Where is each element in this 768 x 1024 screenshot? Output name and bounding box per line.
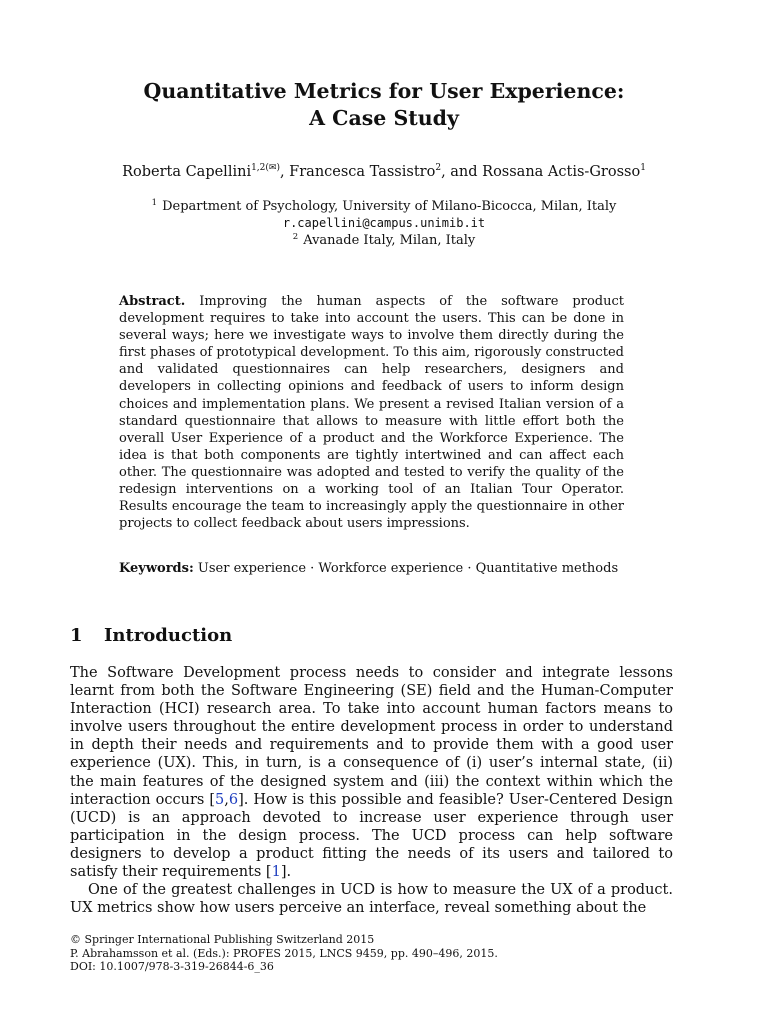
- keywords: [119, 560, 624, 577]
- author-email: r.capellini@campus.unimib.it: [282, 216, 486, 230]
- affiliation-1: [0, 198, 768, 215]
- paper-title: [0, 78, 768, 132]
- abstract-label: Abstract.: [119, 294, 186, 309]
- title-line-1: Quantitative Metrics for User Experience:: [143, 79, 625, 103]
- footer-doi: DOI: 10.1007/978-3-319-26844-6_36: [70, 960, 274, 973]
- section-body: [70, 664, 673, 917]
- paragraph-1-part-c: ].: [280, 864, 292, 881]
- author-3-name: , and Rossana Actis-Grosso: [441, 164, 641, 180]
- affiliation-1-number: 1: [151, 198, 158, 208]
- copyright-footer: [70, 933, 498, 974]
- citation-link-5[interactable]: 5: [214, 791, 225, 808]
- author-1-name: Roberta Capellini: [122, 164, 252, 180]
- paragraph-2: One of the greatest challenges in UCD is how to measure the UX of a product. UX metrics show how users perceive an interface, reveal something about the: [70, 882, 673, 917]
- keywords-text: User experience · Workforce experience · Quantitative methods: [197, 561, 619, 576]
- paragraph-1-part-b: ]. How is this possible and feasible? User-Centered Design (UCD) is an approach devoted to increase user experience through user participation in the design process. The UCD process can help software designers to develop a product fitting the needs of its users and tailored to satisfy their requirements [: [70, 791, 673, 881]
- author-2-name: , Francesca Tassistro: [279, 164, 436, 180]
- footer-copyright: © Springer International Publishing Switzerland 2015: [70, 933, 375, 946]
- abstract-text: Improving the human aspects of the software product development requires to take into account the users. This can be done in several ways; here we investigate ways to involve them directly during the first phases of prototypical development. To this aim, rigorously constructed and validated questionnaires can help researchers, designers and developers in collecting opinions and feedback of users to inform design choices and implementation plans. We present a revised Italian version of a standard questionnaire that allows to measure with little effort both the overall User Experience of a product and the Workforce Experience. The idea is that both components are tightly intertwined and can affect each other. The questionnaire was adopted and tested to verify the quality of the redesign interventions on a working tool of an Italian Tour Operator. Results encourage the team to increasingly apply the questionnaire in other projects to collect feedback about users impressions.: [119, 294, 624, 532]
- abstract: [119, 293, 624, 532]
- paragraph-1-part-a: The Software Development process needs to consider and integrate lessons learnt from both the Software Engineering (SE) field and the Human-Computer Interaction (HCI) research area. To take into account human factors means to involve users throughout the entire development process in order to understand in depth their needs and requirements and to provide them with a good user experience (UX). This, in turn, is a consequence of (i) user’s internal state, (ii) the main features of the designed system and (iii) the context within which the interaction occurs [: [70, 665, 673, 808]
- citation-separator: ,: [224, 791, 229, 808]
- citation-link-6[interactable]: 6: [228, 791, 239, 808]
- citation-link-1[interactable]: 1: [271, 864, 281, 881]
- affiliation-2-text: Avanade Italy, Milan, Italy: [303, 233, 476, 248]
- author-1-affil: 1,2(✉): [251, 163, 280, 173]
- affiliation-1-text: Department of Psychology, University of Milano-Bicocca, Milan, Italy: [162, 199, 617, 214]
- footer-citation: P. Abrahamsson et al. (Eds.): PROFES 2015, LNCS 9459, pp. 490–496, 2015.: [70, 946, 498, 960]
- section-number: 1: [70, 625, 83, 646]
- author-2-affil: 2: [435, 163, 442, 173]
- section-title: Introduction: [104, 625, 233, 646]
- affiliations: [0, 198, 768, 249]
- author-3-affil: 1: [640, 163, 646, 173]
- title-line-2: A Case Study: [309, 106, 459, 130]
- paragraph-1: [70, 664, 673, 881]
- keywords-label: Keywords:: [119, 561, 194, 576]
- affiliation-2-number: 2: [292, 232, 299, 242]
- section-heading: [70, 624, 232, 648]
- author-list: [0, 163, 768, 181]
- affiliation-2: [0, 232, 768, 249]
